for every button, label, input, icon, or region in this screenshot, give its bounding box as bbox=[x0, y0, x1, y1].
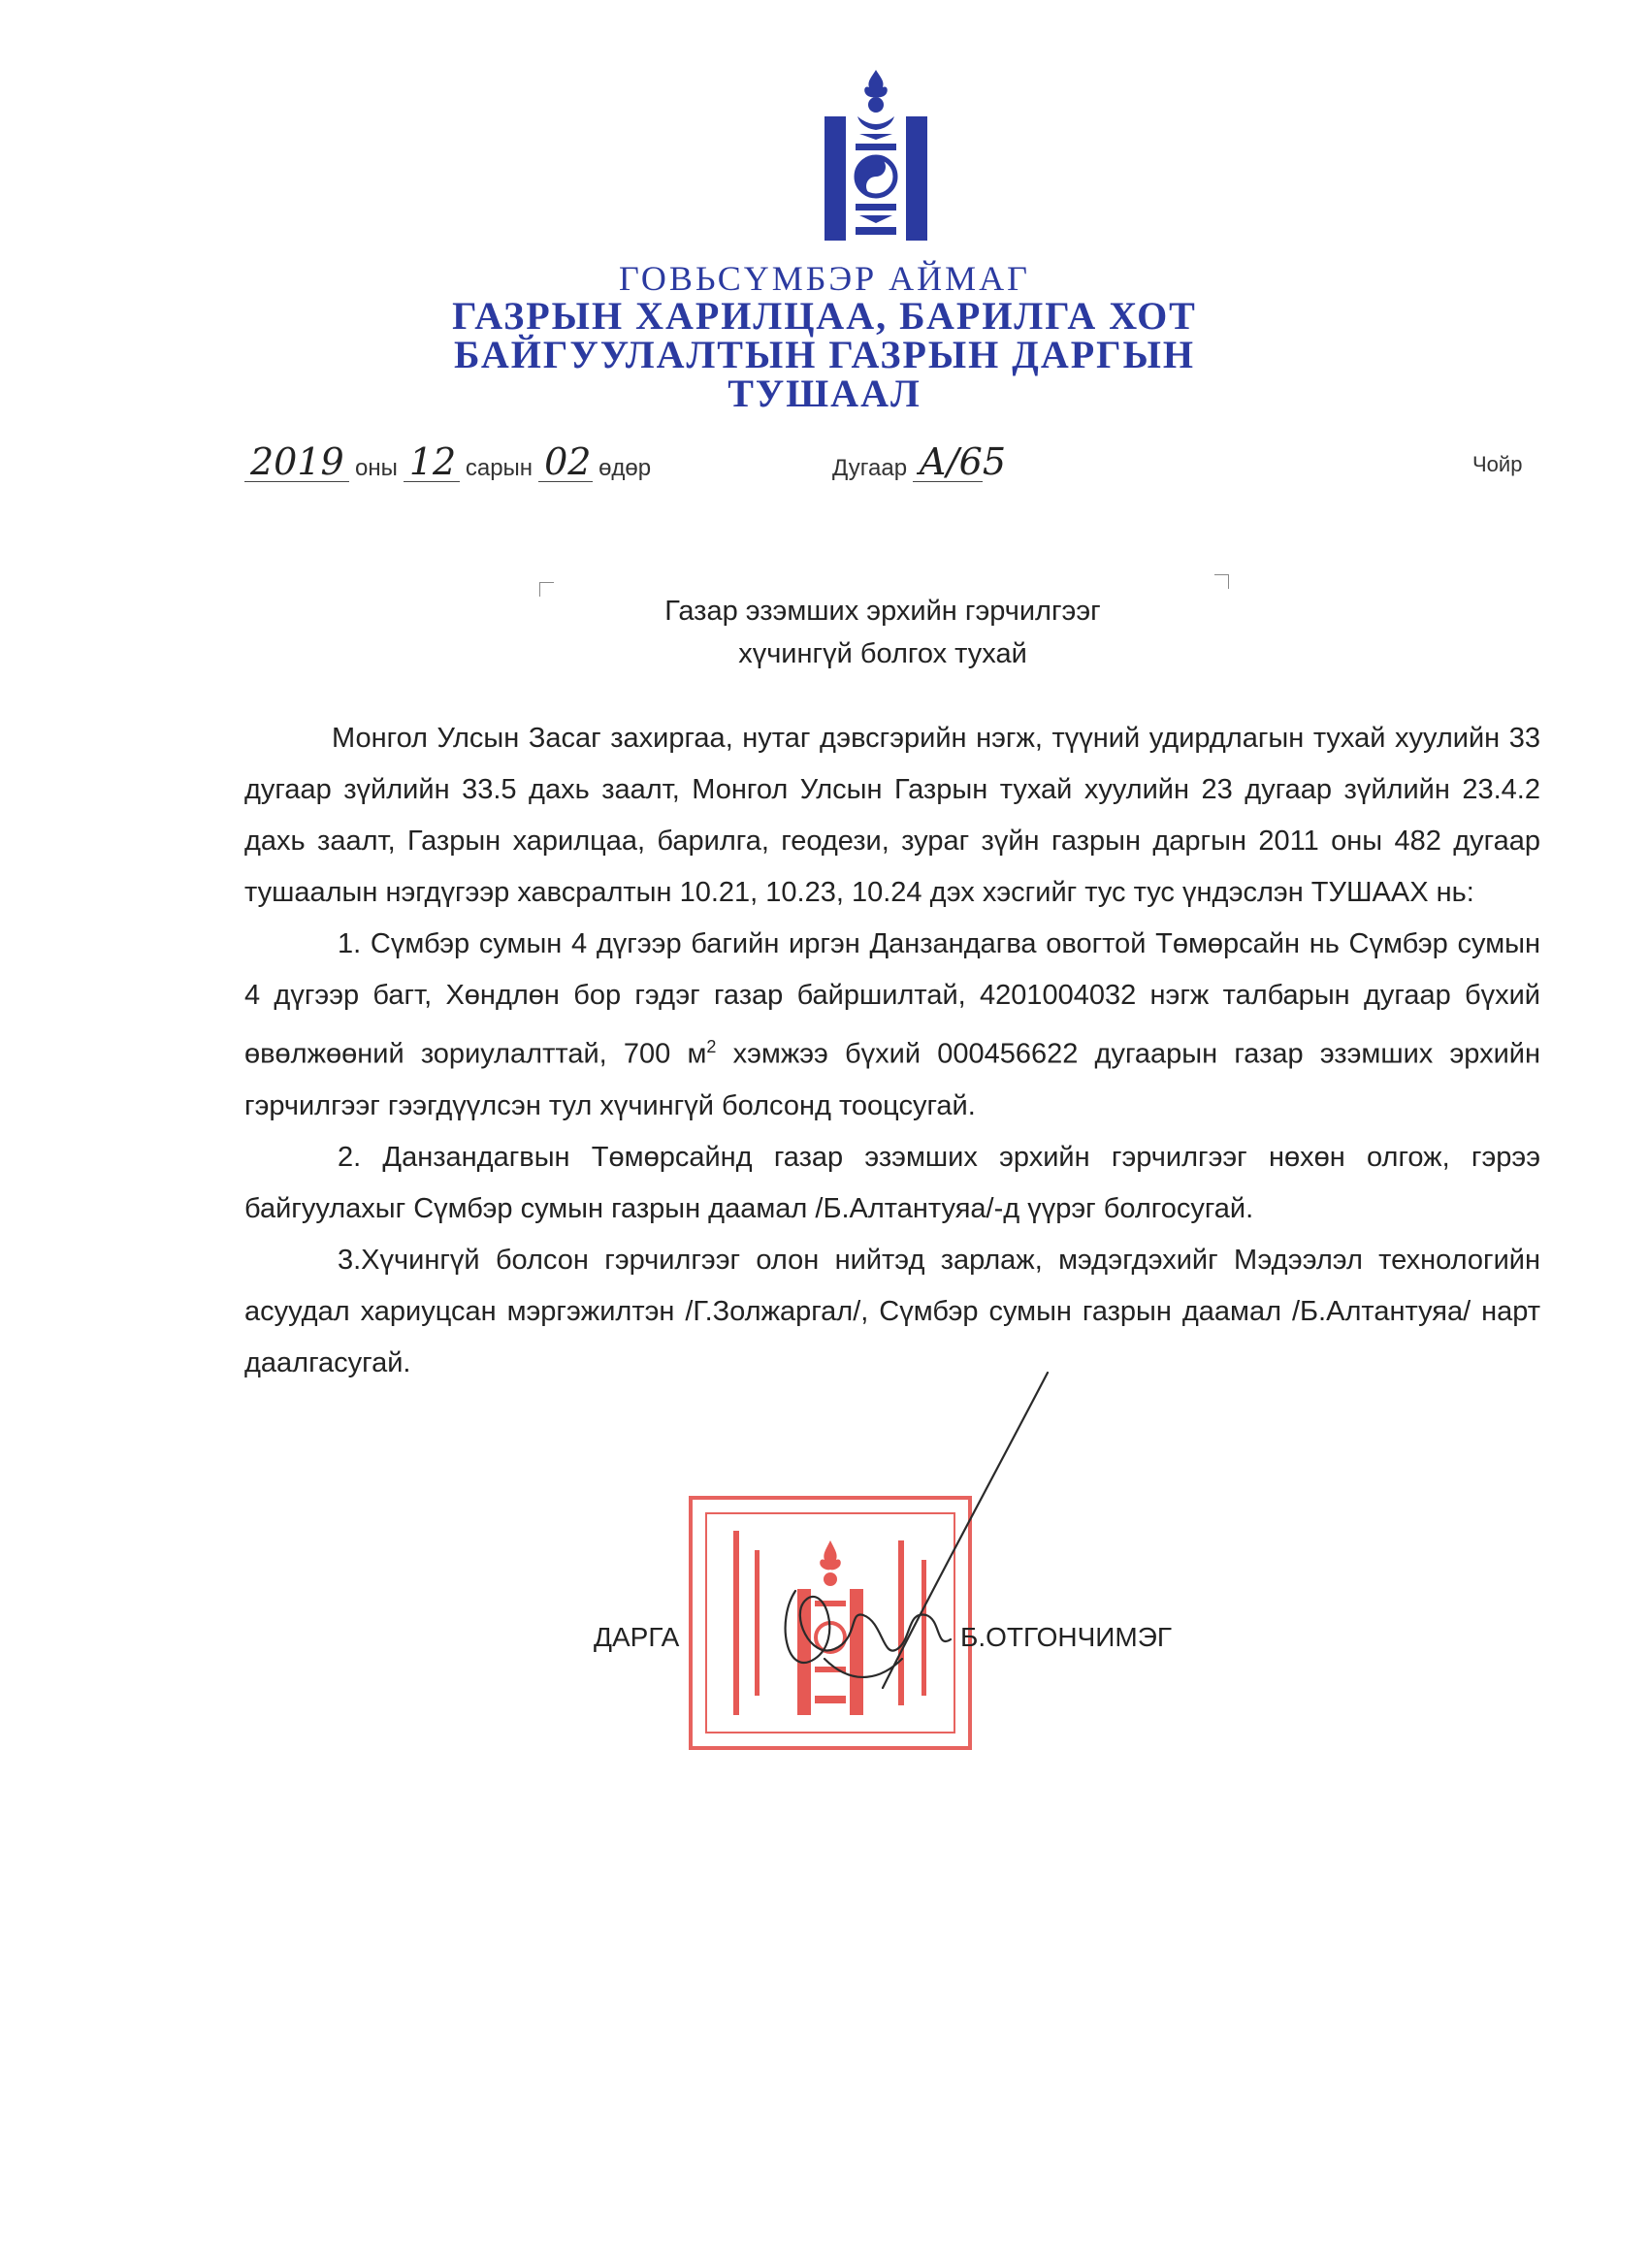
order-item-1-text-b: хэмжээ бүхий 000456622 дугаарын газар эзэмших эрхийн гэрчилгээг гээгдүүлсэн тул хүчингүй болсонд тооцсугай. bbox=[244, 1038, 1540, 1121]
subject-title bbox=[0, 590, 1649, 675]
date-year-label: оны bbox=[355, 455, 398, 481]
place-name: Чойр bbox=[1472, 452, 1523, 476]
subject-line-1: Газар эзэмших эрхийн гэрчилгээг bbox=[664, 596, 1101, 627]
order-item-1-superscript: 2 bbox=[706, 1037, 717, 1056]
subject-line-2: хүчингүй болгох тухай bbox=[738, 638, 1027, 669]
date-month-label: сарын bbox=[465, 455, 534, 481]
preamble-paragraph: Монгол Улсын Засаг захиргаа, нутаг дэвсгэрийн нэгж, түүний удирдлагын тухай хуулийн 33 дугаар зүйлийн 33.5 дахь заалт, Монгол Улсын Газрын тухай хуулийн 23 дугаар зүйлийн 23.4.2 дахь заалт, Газрын харилцаа, барилга, геодези, зураг зүйн газрын даргын 2011 оны 482 дугаар тушаалын нэгдүгээр хавсралтын 10.21, 10.23, 10.24 дэх хэсгийг тус тус үндэслэн ТУШААХ нь: bbox=[244, 723, 1540, 908]
handwritten-signature bbox=[737, 1368, 1067, 1736]
order-item-2: 2. Данзандагвын Төмөрсайнд газар эзэмших эрхийн гэрчилгээг нөхөн олгож, гэрээ байгуулахыг Сүмбэр сумын газрын даамал /Б.Алтантуяа/-д үүрэг болгосугай. bbox=[244, 1141, 1540, 1224]
number-label: Дугаар bbox=[832, 455, 908, 481]
document-number bbox=[826, 440, 1006, 483]
province-heading: ГОВЬСҮМБЭР АЙМАГ bbox=[619, 259, 1030, 298]
date-line bbox=[244, 442, 657, 482]
subject-bracket-right bbox=[1214, 574, 1229, 589]
order-item-1 bbox=[244, 919, 1540, 1132]
document-type: ТУШААЛ bbox=[728, 372, 922, 415]
organization-heading bbox=[0, 294, 1649, 415]
soyombo-emblem-icon bbox=[823, 68, 929, 243]
organization-line-1: ГАЗРЫН ХАРИЛЦАА, БАРИЛГА ХОТ bbox=[452, 294, 1197, 338]
organization-line-2: БАЙГУУЛАЛТЫН ГАЗРЫН ДАРГЫН bbox=[454, 333, 1195, 376]
date-day-label: өдөр bbox=[598, 455, 652, 481]
order-item-1-text-a: 1. Сүмбэр сумын 4 дүгээр багийн иргэн Данзандагва овогтой Төмөрсайн нь Сүмбэр сумын 4 дүгээр багт, Хөндлөн бор гэдэг газар байршилтай, 4201004032 нэгж талбарын дугаар бүхий өвөлжөөний зориулалттай, 700 м bbox=[244, 928, 1540, 1070]
order-item-3: 3.Хүчингүй болсон гэрчилгээг олон нийтэд зарлаж, мэдэгдэхийг Мэдээлэл технологийн асуудал хариуцсан мэргэжилтэн /Г.Золжаргал/, Сүмбэр сумын газрын даамал /Б.Алтантуяа/ нарт даалгасугай. bbox=[244, 1244, 1540, 1378]
order-body bbox=[244, 713, 1540, 1389]
date-month: 12 bbox=[404, 442, 460, 482]
signatory-title: ДАРГА bbox=[594, 1622, 680, 1652]
number-value: А/65 bbox=[913, 442, 983, 482]
signatory-name: Б.ОТГОНЧИМЭГ bbox=[960, 1622, 1173, 1652]
date-day: 02 bbox=[538, 442, 593, 482]
date-year: 2019 bbox=[244, 442, 349, 482]
